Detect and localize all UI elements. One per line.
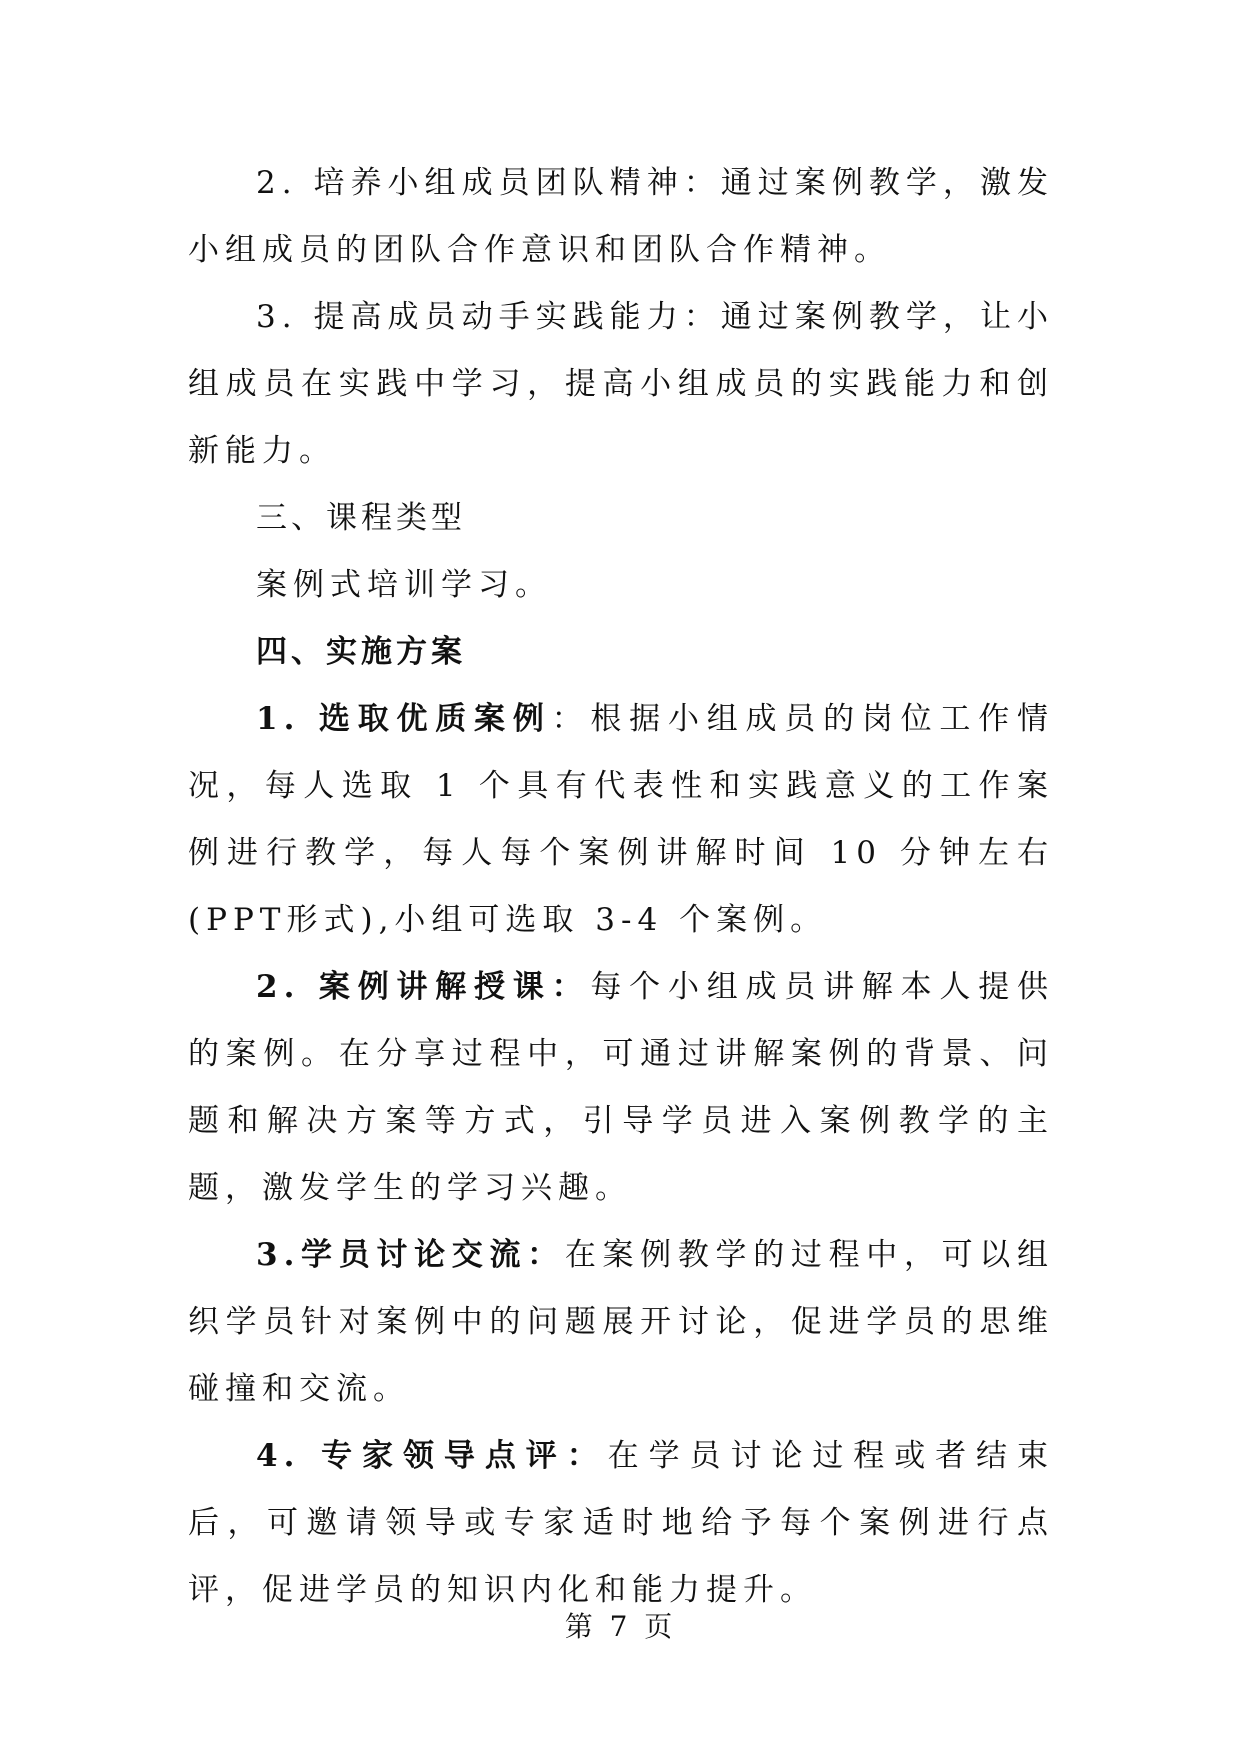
paragraph-text: ：根据小组成员的岗位工作情况，每人选取 1 个具有代表性和实践意义的工作案例进行教学，每人每个案例讲解时间 10 分钟左右(PPT形式),小组可选取 3-4 个案例。 bbox=[188, 701, 1054, 938]
paragraph-text: 案例式培训学习。 bbox=[256, 567, 552, 603]
paragraph-expert-review bbox=[188, 1423, 1054, 1624]
page-number: 第 7 页 bbox=[564, 1610, 677, 1643]
paragraph-text: 2. 培养小组成员团队精神：通过案例教学，激发小组成员的团队合作意识和团队合作精神。 bbox=[188, 165, 1054, 268]
section-heading-implementation: 四、实施方案 bbox=[256, 634, 466, 670]
paragraph-course-type bbox=[188, 552, 1054, 619]
paragraph-text: 3. 提高成员动手实践能力：通过案例教学，让小组成员在实践中学习，提高小组成员的实践能力和创新能力。 bbox=[188, 299, 1054, 469]
paragraph-text: 每个小组成员讲解本人提供的案例。在分享过程中，可通过讲解案例的背景、问题和解决方案等方式，引导学员进入案例教学的主题，激发学生的学习兴趣。 bbox=[188, 969, 1054, 1206]
paragraph-practice-ability bbox=[188, 284, 1054, 485]
paragraph-case-lecture bbox=[188, 954, 1054, 1222]
paragraph-lead: 1. 选取优质案例 bbox=[256, 701, 552, 737]
document-body bbox=[188, 150, 1054, 1624]
paragraph-lead: 3.学员讨论交流： bbox=[256, 1237, 565, 1273]
section-heading-course-type: 三、课程类型 bbox=[256, 500, 466, 536]
paragraph-discussion bbox=[188, 1222, 1054, 1423]
paragraph-text: 在案例教学的过程中，可以组织学员针对案例中的问题展开讨论，促进学员的思维碰撞和交流。 bbox=[188, 1237, 1054, 1407]
paragraph-text: 在学员讨论过程或者结束后，可邀请领导或专家适时地给予每个案例进行点评，促进学员的知识内化和能力提升。 bbox=[188, 1438, 1054, 1608]
paragraph-select-cases bbox=[188, 686, 1054, 954]
paragraph-team-spirit bbox=[188, 150, 1054, 284]
paragraph-lead: 2. 案例讲解授课： bbox=[256, 969, 591, 1005]
paragraph-lead: 4. 专家领导点评： bbox=[256, 1438, 608, 1474]
